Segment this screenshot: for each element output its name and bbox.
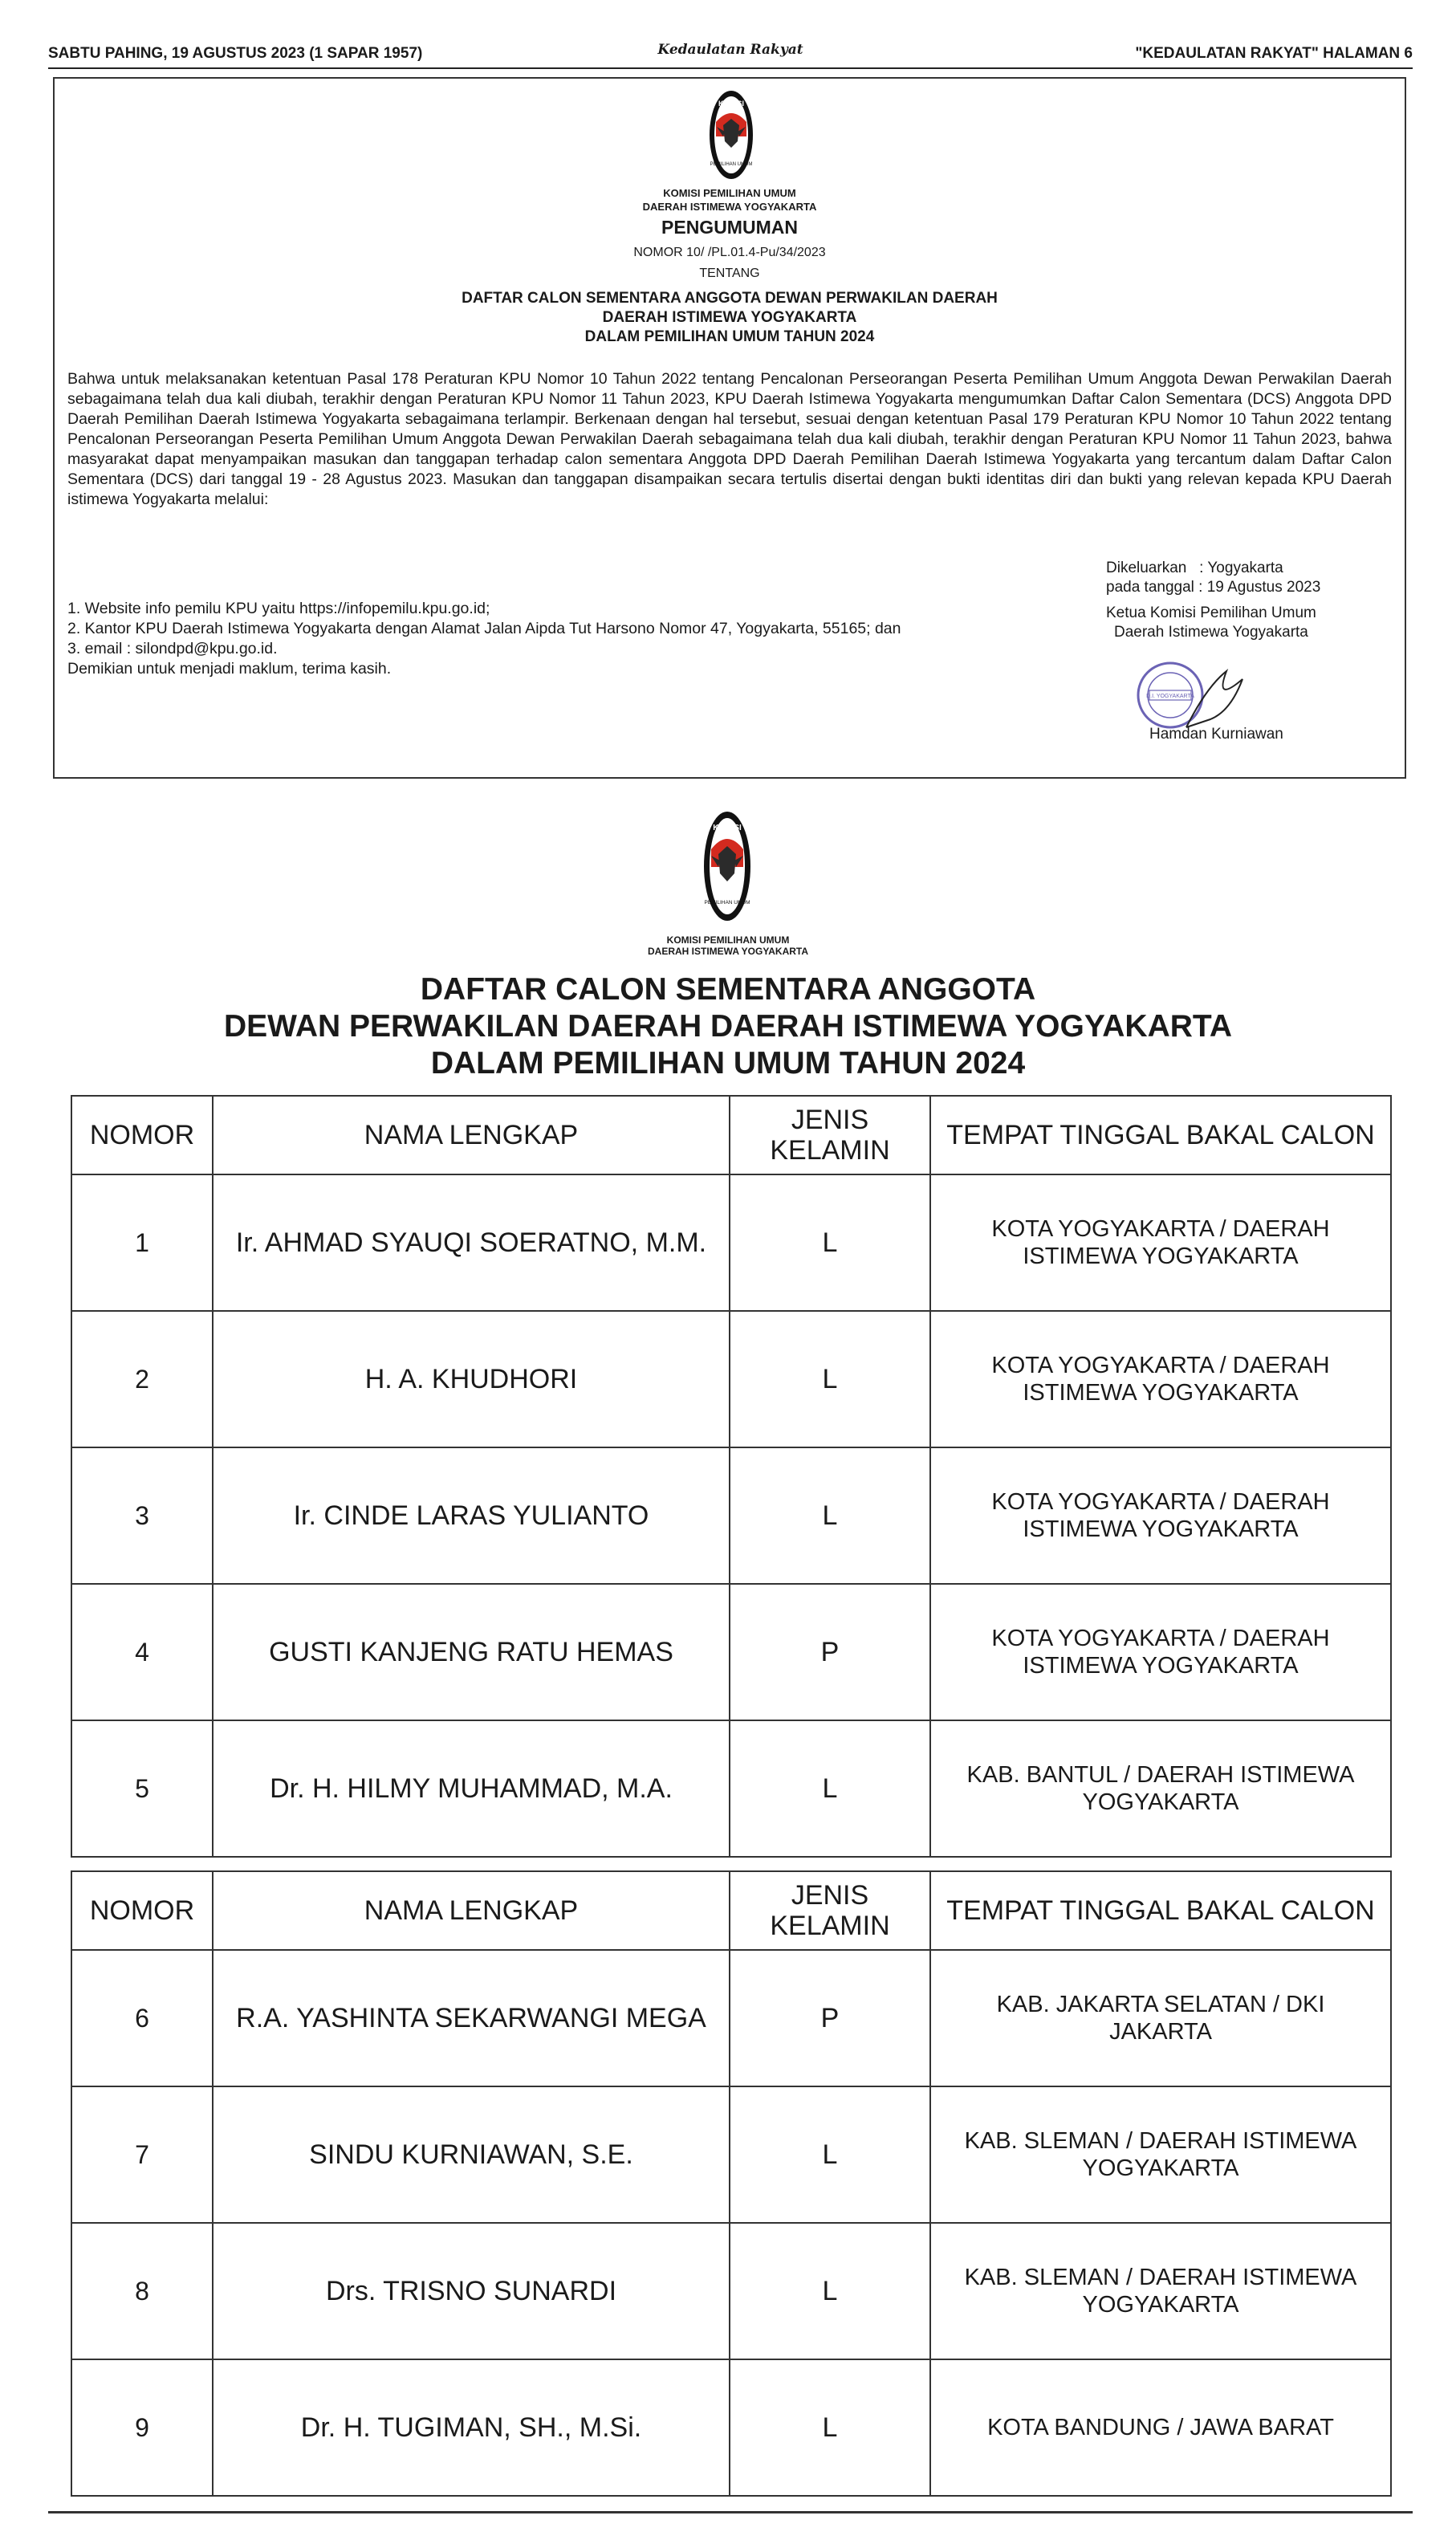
col-header-name: NAMA LENGKAP [213, 1871, 730, 1950]
col-header-residence: TEMPAT TINGGAL BAKAL CALON [930, 1096, 1391, 1174]
announcement-body: Bahwa untuk melaksanakan ketentuan Pasal 178 Peraturan KPU Nomor 10 Tahun 2022 tentang Pencalonan Perseorangan Peserta Pemilihan Umum Anggota Dewan Perwakilan Daerah sebagaimana telah dua kali diubah, terakhir dengan Peraturan KPU Nomor 11 Tahun 2023, KPU Daerah Istimewa Yogyakarta mengumumkan Daftar Calon Sementara (DCS) Anggota DPD Daerah Pemilihan Daerah Istimewa Yogyakarta sebagaimana terlampir. Berkenaan dengan hal tersebut, sesuai dengan ketentuan Pasal 179 Peraturan KPU Nomor 10 Tahun 2022 tentang Pencalonan Perseorangan Peserta Pemilihan Umum Anggota Dewan Perwakilan Daerah sebagaimana telah dua kali diubah, terakhir dengan Peraturan KPU Nomor 11 Tahun 2023, bahwa masyarakat dapat menyampaikan masukan dan tanggapan terhadap calon sementara Anggota DPD Daerah Pemilihan Daerah Istimewa Yogyakarta yang tercantum dalam Daftar Calon Sementara (DCS) dari tanggal 19 - 28 Agustus 2023. Masukan dan tanggapan disampaikan secara tertulis disertai dengan bukti identitas diri dan bukti yang relevan kepada KPU Daerah istimewa Yogyakarta melalui: [67, 370, 1392, 508]
title-line-3: DALAM PEMILIHAN UMUM TAHUN 2024 [584, 328, 875, 345]
cell-sex: P [730, 1950, 930, 2086]
title-line-3: DALAM PEMILIHAN UMUM TAHUN 2024 [430, 1046, 1026, 1081]
cell-residence: KOTA YOGYAKARTA / DAERAH ISTIMEWA YOGYAKARTA [930, 1447, 1391, 1584]
col-header-residence: TEMPAT TINGGAL BAKAL CALON [930, 1871, 1391, 1950]
cell-sex: L [730, 1174, 930, 1311]
cell-sex: L [730, 2086, 930, 2223]
stamp-label: D.I. YOGYAKARTA [1146, 694, 1194, 699]
masthead-logo: Kedaulatan Rakyat [657, 42, 803, 58]
table-row [71, 2223, 1391, 2359]
cell-sex: L [730, 1447, 930, 1584]
cell-name: H. A. KHUDHORI [213, 1311, 730, 1447]
table-header-row [71, 1096, 1391, 1174]
table-header-row [71, 1871, 1391, 1950]
cell-name: Ir. CINDE LARAS YULIANTO [213, 1447, 730, 1584]
list-title [0, 971, 1456, 1082]
title-line-1: DAFTAR CALON SEMENTARA ANGGOTA [420, 972, 1036, 1007]
table-row [71, 1311, 1391, 1447]
cell-number: 9 [71, 2359, 213, 2496]
emblem-top-label: KOMISI [718, 100, 745, 108]
cell-number: 4 [71, 1584, 213, 1720]
official-stamp-icon [1130, 655, 1267, 735]
announcement-heading: PENGUMUMAN [661, 217, 798, 238]
cell-sex: L [730, 2223, 930, 2359]
col-header-name: NAMA LENGKAP [213, 1096, 730, 1174]
tentang-label: TENTANG [699, 267, 760, 280]
title-line-1: DAFTAR CALON SEMENTARA ANGGOTA DEWAN PERWAKILAN DAERAH [462, 290, 998, 307]
org-line-1: KOMISI PEMILIHAN UMUM [666, 934, 790, 946]
emblem-top-label: KOMISI [713, 824, 742, 832]
signature-block [1106, 559, 1320, 642]
cell-residence: KAB. SLEMAN / DAERAH ISTIMEWA YOGYAKARTA [930, 2223, 1391, 2359]
signer-name: Hamdan Kurniawan [1149, 726, 1283, 743]
cell-sex: P [730, 1584, 930, 1720]
cell-residence: KOTA YOGYAKARTA / DAERAH ISTIMEWA YOGYAKARTA [930, 1584, 1391, 1720]
cell-number: 5 [71, 1720, 213, 1857]
cell-number: 2 [71, 1311, 213, 1447]
issued-place: Dikeluarkan : Yogyakarta [1106, 560, 1283, 576]
announcement-title [55, 289, 1405, 347]
col-header-sex: JENIS KELAMIN [730, 1871, 930, 1950]
table-row [71, 2359, 1391, 2496]
footer-divider [48, 2511, 1413, 2513]
kpu-emblem-icon [703, 811, 751, 922]
cell-residence: KOTA YOGYAKARTA / DAERAH ISTIMEWA YOGYAKARTA [930, 1311, 1391, 1447]
cell-sex: L [730, 2359, 930, 2496]
cell-number: 8 [71, 2223, 213, 2359]
page-header [48, 40, 1413, 67]
cell-number: 1 [71, 1174, 213, 1311]
cell-name: Dr. H. TUGIMAN, SH., M.Si. [213, 2359, 730, 2496]
candidate-table-1 [71, 1095, 1392, 1858]
kpu-emblem-icon [709, 90, 754, 180]
cell-residence: KAB. SLEMAN / DAERAH ISTIMEWA YOGYAKARTA [930, 2086, 1391, 2223]
closing-text: Demikian untuk menjadi maklum, terima kasih. [67, 660, 392, 678]
cell-sex: L [730, 1720, 930, 1857]
cell-name: Dr. H. HILMY MUHAMMAD, M.A. [213, 1720, 730, 1857]
title-line-2: DAERAH ISTIMEWA YOGYAKARTA [602, 309, 857, 326]
candidate-table-2 [71, 1870, 1392, 2497]
org-line-1: KOMISI PEMILIHAN UMUM [663, 187, 796, 199]
signer-title-2: Daerah Istimewa Yogyakarta [1114, 624, 1308, 641]
cell-name: Ir. AHMAD SYAUQI SOERATNO, M.M. [213, 1174, 730, 1311]
channel-item: 2. Kantor KPU Daerah Istimewa Yogyakarta dengan Alamat Jalan Aipda Tut Harsono Nomor 47, Yogyakarta, 55165; dan [67, 620, 901, 637]
col-header-number: NOMOR [71, 1096, 213, 1174]
table-row [71, 1950, 1391, 2086]
emblem-bottom-label: PEMILIHAN UMUM [704, 900, 750, 906]
signer-title-1: Ketua Komisi Pemilihan Umum [1106, 604, 1316, 621]
cell-name: GUSTI KANJENG RATU HEMAS [213, 1584, 730, 1720]
cell-residence: KAB. BANTUL / DAERAH ISTIMEWA YOGYAKARTA [930, 1720, 1391, 1857]
cell-residence: KAB. JAKARTA SELATAN / DKI JAKARTA [930, 1950, 1391, 2086]
announcement-box [53, 77, 1406, 779]
issued-date: pada tanggal : 19 Agustus 2023 [1106, 579, 1321, 596]
submission-channels [67, 599, 901, 679]
table-row [71, 1720, 1391, 1857]
org-line-2: DAERAH ISTIMEWA YOGYAKARTA [642, 201, 817, 213]
header-divider [48, 67, 1413, 69]
issue-date: SABTU PAHING, 19 AGUSTUS 2023 (1 SAPAR 1957) [48, 45, 423, 62]
org-name [55, 186, 1405, 214]
cell-number: 7 [71, 2086, 213, 2223]
table-row [71, 1584, 1391, 1720]
cell-name: R.A. YASHINTA SEKARWANGI MEGA [213, 1950, 730, 2086]
title-line-2: DEWAN PERWAKILAN DAERAH DAERAH ISTIMEWA YOGYAKARTA [223, 1009, 1233, 1044]
col-header-sex: JENIS KELAMIN [730, 1096, 930, 1174]
org-name [0, 934, 1456, 957]
channel-item: 1. Website info pemilu KPU yaitu https://infopemilu.kpu.go.id; [67, 600, 490, 617]
cell-residence: KOTA YOGYAKARTA / DAERAH ISTIMEWA YOGYAKARTA [930, 1174, 1391, 1311]
table-row [71, 2086, 1391, 2223]
page-number: "KEDAULATAN RAKYAT" HALAMAN 6 [1135, 45, 1413, 62]
channel-item: 3. email : silondpd@kpu.go.id. [67, 640, 278, 657]
cell-sex: L [730, 1311, 930, 1447]
cell-residence: KOTA BANDUNG / JAWA BARAT [930, 2359, 1391, 2496]
cell-name: SINDU KURNIAWAN, S.E. [213, 2086, 730, 2223]
table-row [71, 1174, 1391, 1311]
cell-name: Drs. TRISNO SUNARDI [213, 2223, 730, 2359]
emblem-bottom-label: PEMILIHAN UMUM [710, 162, 753, 167]
org-line-2: DAERAH ISTIMEWA YOGYAKARTA [647, 946, 808, 957]
announcement-number: NOMOR 10/ /PL.01.4-Pu/34/2023 [633, 246, 826, 259]
col-header-number: NOMOR [71, 1871, 213, 1950]
cell-number: 6 [71, 1950, 213, 2086]
table-row [71, 1447, 1391, 1584]
cell-number: 3 [71, 1447, 213, 1584]
